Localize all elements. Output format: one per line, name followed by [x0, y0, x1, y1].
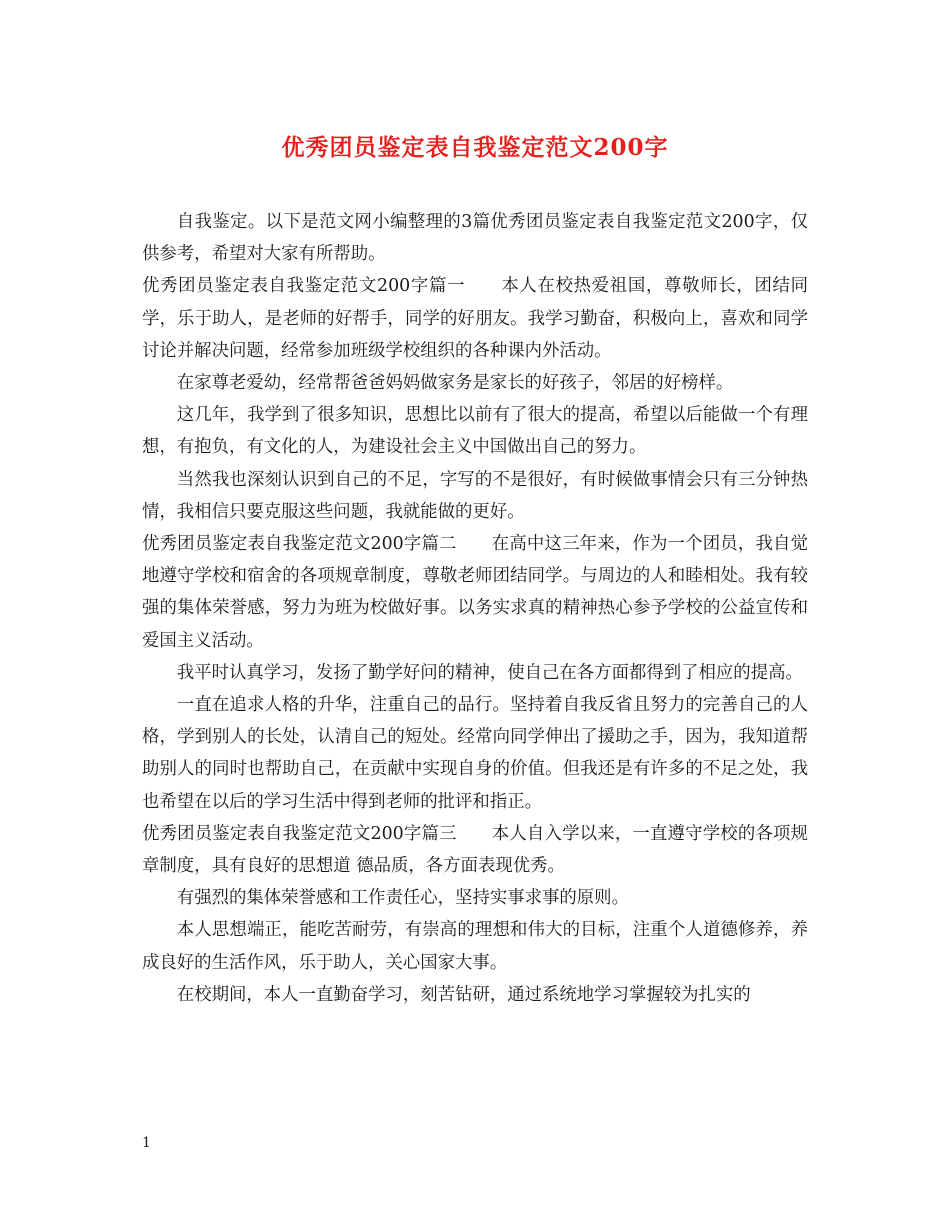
paragraph: 本人思想端正，能吃苦耐劳，有崇高的理想和伟大的目标，注重个人道德修养，养成良好的生活作风，乐于助人，关心国家大事。	[142, 920, 808, 973]
paragraph: 这几年，我学到了很多知识，思想比以前有了很大的提高，希望以后能做一个有理想，有抱负，有文化的人，为建设社会主义中国做出自己的努力。	[142, 405, 808, 458]
paragraph-part-two: 优秀团员鉴定表自我鉴定范文200字篇二 在高中这三年来，作为一个团员，我自觉地遵守学校和宿舍的各项规章制度，尊敬老师团结同学。与周边的人和睦相处。我有较强的集体荣誉感，努力为班为校做好事。以务实求真的精神热心参予学校的公益宣传和爱国主义活动。	[142, 534, 808, 651]
paragraph: 有强烈的集体荣誉感和工作责任心，坚持实事求事的原则。	[176, 888, 629, 909]
paragraph: 我平时认真学习，发扬了勤学好问的精神，使自己在各方面都得到了相应的提高。	[176, 662, 803, 683]
paragraph: 在家尊老爱幼，经常帮爸爸妈妈做家务是家长的好孩子，邻居的好榜样。	[176, 373, 734, 394]
paragraph: 当然我也深刻认识到自己的不足，字写的不是很好，有时候做事情会只有三分钟热情，我相信只要克服这些问题，我就能做的更好。	[142, 469, 808, 522]
paragraph-intro: 自我鉴定。以下是范文网小编整理的3篇优秀团员鉴定表自我鉴定范文200字，仅供参考，希望对大家有所帮助。	[142, 212, 808, 265]
document-title: 优秀团员鉴定表自我鉴定范文200字	[281, 134, 669, 161]
paragraph: 在校期间，本人一直勤奋学习，刻苦钻研，通过系统地学习掌握较为扎实的	[176, 984, 751, 1005]
document-body	[142, 206, 808, 1011]
paragraph-part-three: 优秀团员鉴定表自我鉴定范文200字篇三 本人自入学以来，一直遵守学校的各项规章制度，具有良好的思想道 德品质，各方面表现优秀。	[142, 823, 808, 877]
paragraph-part-one: 优秀团员鉴定表自我鉴定范文200字篇一 本人在校热爱祖国，尊敬师长，团结同学，乐于助人，是老师的好帮手，同学的好朋友。我学习勤奋，积极向上，喜欢和同学讨论并解决问题，经常参加班级学校组织的各种课内外活动。	[142, 276, 808, 361]
paragraph: 一直在追求人格的升华，注重自己的品行。坚持着自我反省且努力的完善自己的人格，学到别人的长处，认清自己的短处。经常向同学伸出了援助之手，因为，我知道帮助别人的同时也帮助自己，在贡献中实现自身的价值。但我还是有许多的不足之处，我也希望在以后的学习生活中得到老师的批评和指正。	[142, 695, 808, 812]
page-number: 1	[142, 1135, 151, 1151]
